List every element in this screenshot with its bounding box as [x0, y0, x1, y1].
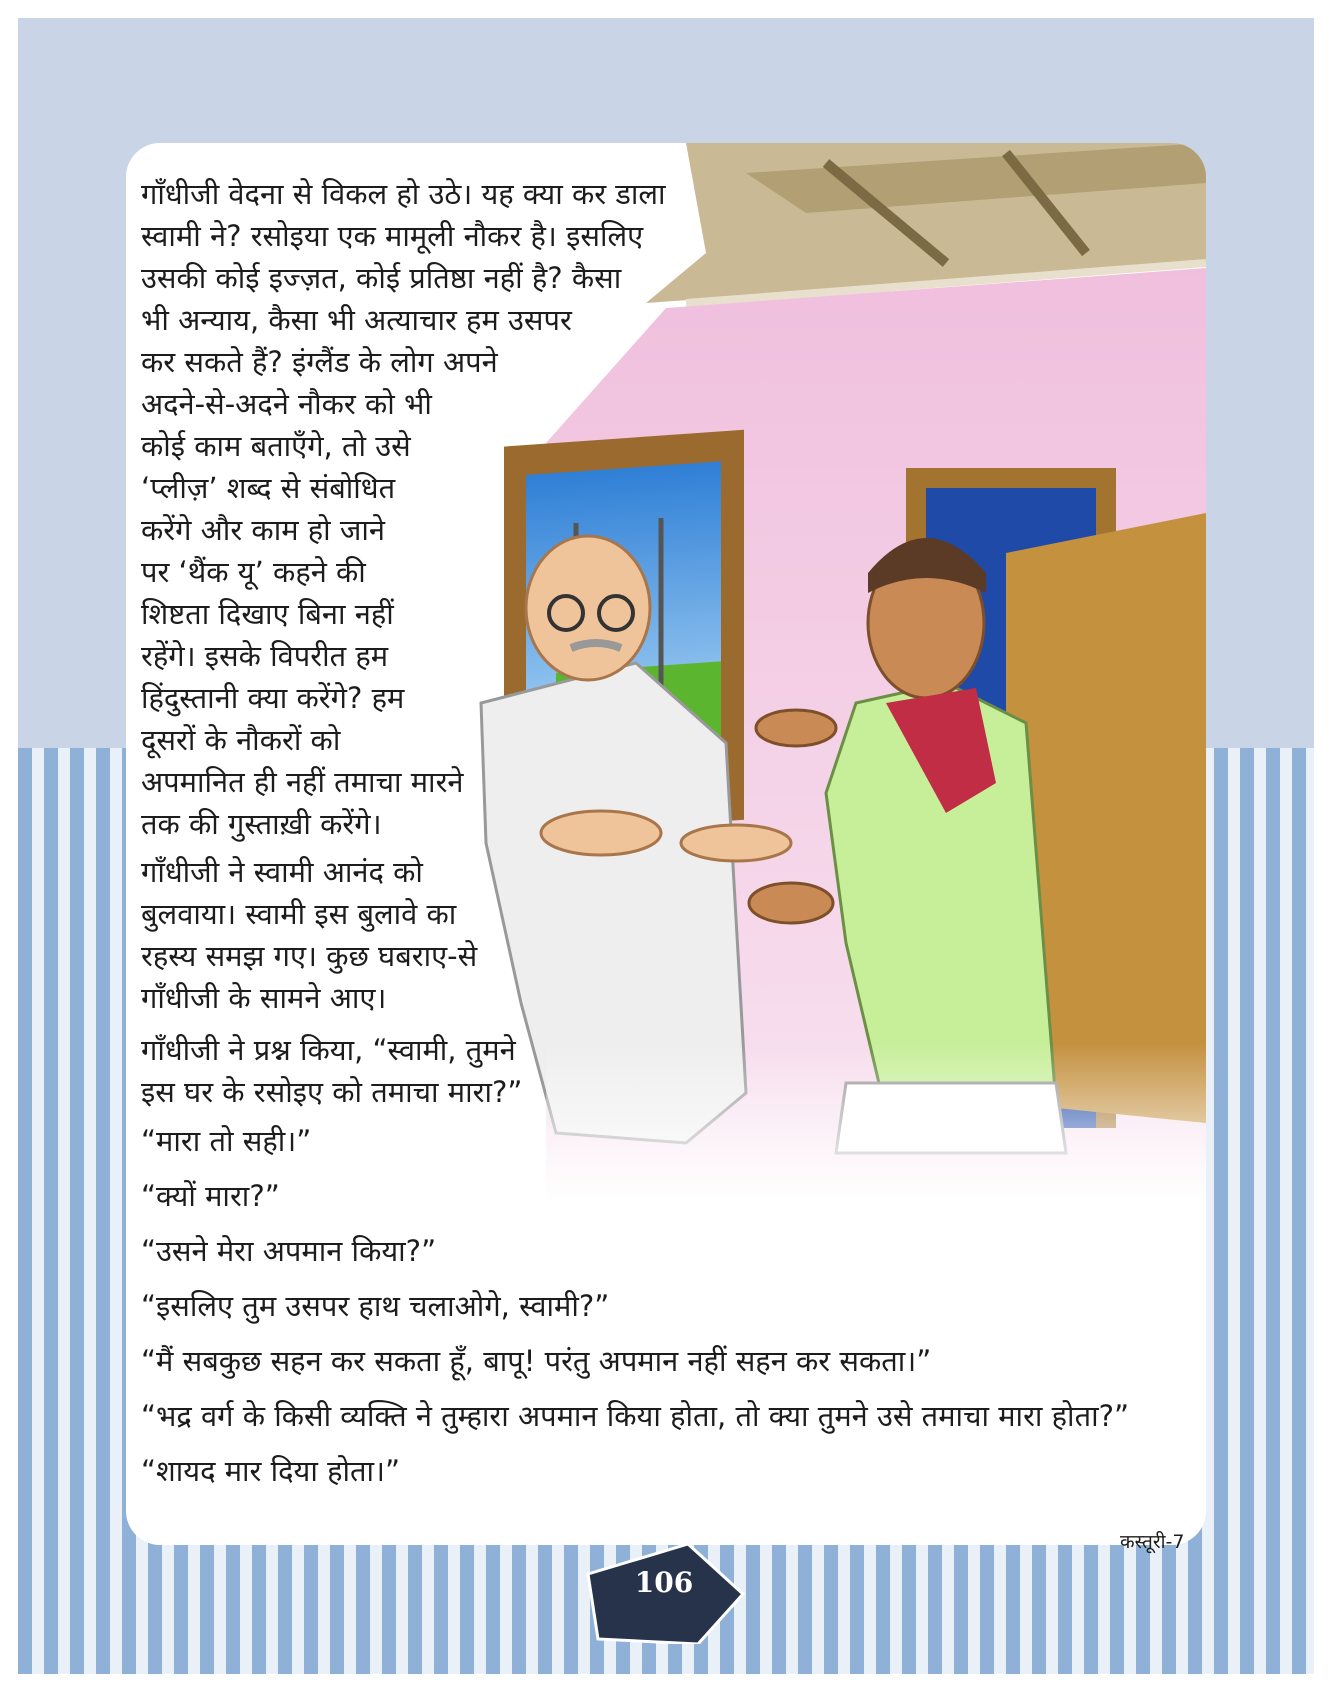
- dialogue-line-5: “मैं सबकुछ सहन कर सकता हूँ, बापू! परंतु अपमान नहीं सहन कर सकता।”: [141, 1344, 932, 1378]
- story-paragraph-2: गाँधीजी ने स्वामी आनंद को बुलवाया। स्वामी इस बुलावे का रहस्य समझ गए। कुछ घबराए-से गाँधीजी के सामने आए।: [141, 855, 478, 1015]
- dialogue-line-7: “शायद मार दिया होता।”: [141, 1454, 401, 1488]
- story-paragraph-3: गाँधीजी ने प्रश्न किया, “स्वामी, तुमने इस घर के रसोइए को तमाचा मारा?”: [141, 1033, 523, 1109]
- dialogue-line-4: “इसलिए तुम उसपर हाथ चलाओगे, स्वामी?”: [141, 1289, 610, 1323]
- page-number: 106: [634, 1566, 694, 1599]
- content-card: [126, 143, 1206, 1545]
- book-name: कस्तूरी-7: [1120, 1531, 1185, 1553]
- dialogue-line-2: “क्यों मारा?”: [141, 1179, 280, 1213]
- dialogue-line-3: “उसने मेरा अपमान किया?”: [141, 1234, 437, 1268]
- dialogue-line-1: “मारा तो सही।”: [141, 1124, 312, 1158]
- dialogue-line-6: “भद्र वर्ग के किसी व्यक्ति ने तुम्हारा अपमान किया होता, तो क्या तुमने उसे तमाचा मारा होता?”: [141, 1399, 1130, 1433]
- story-paragraph-1: गाँधीजी वेदना से विकल हो उठे। यह क्या कर डाला स्वामी ने? रसोइया एक मामूली नौकर है। इसलिए उसकी कोई इज्ज़त, कोई प्रतिष्ठा नहीं है? कैसा भी अन्याय, कैसा भी अत्याचार हम उसपर कर सकते हैं? इंग्लैंड के लोग अपने अदने-से-अदने नौकर को भी कोई काम बताएँगे, तो उसे ‘प्लीज़’ शब्द से संबोधित करेंगे और काम हो जाने पर ‘थैंक यू’ कहने की शिष्टता दिखाए बिना नहीं रहेंगे। इसके विपरीत हम हिंदुस्तानी क्या करेंगे? हम दूसरों के नौकरों को अपमानित ही नहीं तमाचा मारने तक की गुस्ताख़ी करेंगे।: [141, 177, 666, 841]
